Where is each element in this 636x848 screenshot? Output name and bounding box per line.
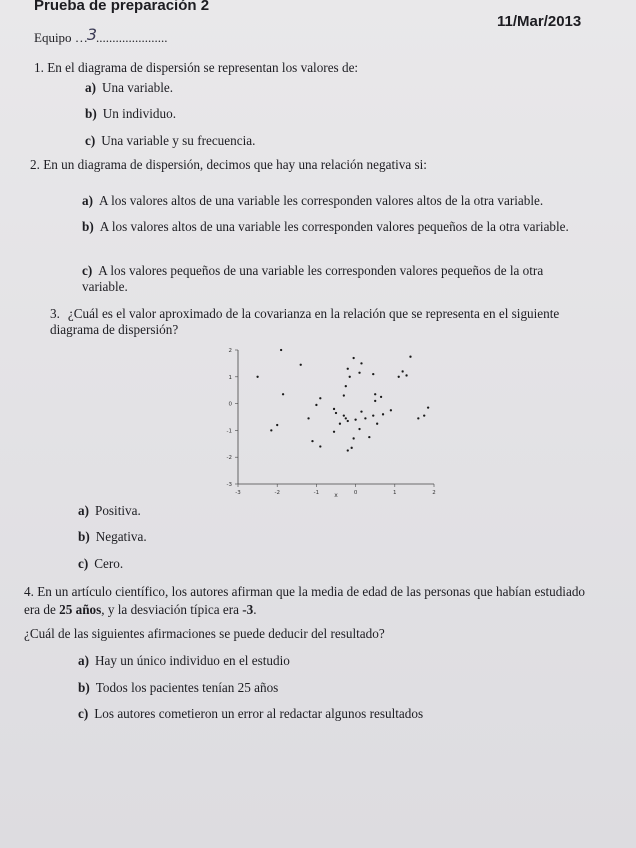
- data-point: [270, 429, 272, 431]
- option-text: Cero.: [94, 556, 124, 571]
- question-4: [24, 583, 589, 619]
- x-tick-label: -1: [313, 490, 320, 496]
- option-label: b): [82, 219, 94, 234]
- data-point: [368, 436, 370, 438]
- data-point: [333, 431, 335, 433]
- data-point: [256, 376, 258, 378]
- data-point: [405, 374, 407, 376]
- data-point: [319, 397, 321, 399]
- data-point: [372, 415, 374, 417]
- question-number: 4.: [24, 584, 34, 599]
- team-dots-before: …: [74, 30, 88, 45]
- data-point: [349, 376, 351, 378]
- data-point: [343, 415, 345, 417]
- option-text: Una variable y su frecuencia.: [101, 133, 256, 148]
- chart-points: [256, 349, 429, 452]
- question-text: ¿Cuál es el valor aproximado de la covarianza en la relación que se representa en el siguiente diagrama de dispersión?: [50, 306, 560, 337]
- page-title: Prueba de preparación 2: [34, 0, 210, 14]
- option-label: a): [78, 503, 89, 518]
- data-point: [345, 385, 347, 387]
- data-point: [374, 400, 376, 402]
- option-label: a): [82, 193, 93, 208]
- q2-option-c[interactable]: [82, 263, 590, 295]
- data-point: [319, 445, 321, 447]
- data-point: [374, 393, 376, 395]
- question-4-sub: ¿Cuál de las siguientes afirmaciones se puede deducir del resultado?: [24, 626, 385, 641]
- option-text: Hay un único individuo en el estudio: [95, 653, 290, 668]
- y-tick-label: -1: [226, 428, 232, 435]
- question-3: [50, 306, 570, 338]
- data-point: [347, 420, 349, 422]
- question-text: En un artículo científico, los autores afirman que la media de edad de las personas que habían estudiado era de: [24, 584, 586, 617]
- data-point: [347, 368, 349, 370]
- q2-option-b[interactable]: [82, 219, 577, 235]
- data-point: [376, 423, 378, 425]
- data-point: [333, 408, 335, 410]
- data-point: [380, 396, 382, 398]
- data-point: [307, 417, 309, 419]
- option-text: A los valores altos de una variable les corresponden valores altos de la otra variable.: [99, 193, 544, 208]
- x-tick-label: -2: [274, 490, 280, 496]
- option-label: b): [78, 680, 90, 695]
- q1-option-a[interactable]: [85, 80, 173, 96]
- data-point: [409, 356, 411, 358]
- option-text: A los valores pequeños de una variable les corresponden valores pequeños de la otra variable.: [82, 263, 544, 294]
- option-label: a): [78, 653, 89, 668]
- age-value: 25 años: [59, 602, 102, 617]
- q4-option-a[interactable]: [78, 653, 290, 669]
- y-tick-label: -3: [226, 482, 232, 488]
- data-point: [423, 415, 425, 417]
- option-text: Positiva.: [95, 503, 141, 518]
- data-point: [364, 417, 366, 419]
- q1-option-c[interactable]: [85, 133, 255, 149]
- team-value: 3: [86, 25, 97, 44]
- q4-option-b[interactable]: [78, 680, 278, 696]
- question-text: En un diagrama de dispersión, decimos que hay una relación negativa si:: [43, 157, 427, 172]
- option-label: a): [85, 80, 96, 95]
- question-2: [30, 157, 427, 173]
- q3-option-b[interactable]: [78, 529, 147, 545]
- option-label: c): [78, 556, 89, 571]
- data-point: [347, 449, 349, 451]
- data-point: [351, 447, 353, 449]
- data-point: [300, 364, 302, 366]
- data-point: [427, 406, 429, 408]
- data-point: [343, 394, 345, 396]
- data-point: [358, 428, 360, 430]
- option-label: c): [85, 133, 96, 148]
- question-number: 2.: [30, 157, 40, 172]
- data-point: [315, 404, 317, 406]
- question-text: En el diagrama de dispersión se representan los valores de:: [47, 60, 359, 75]
- x-tick-label: -3: [235, 490, 241, 496]
- data-point: [360, 410, 362, 412]
- option-text: Una variable.: [102, 80, 174, 95]
- x-tick-label: 1: [393, 490, 397, 496]
- x-axis-label: x: [334, 492, 338, 499]
- data-point: [352, 437, 354, 439]
- q1-option-b[interactable]: [85, 106, 176, 122]
- team-field: [34, 27, 168, 46]
- option-text: Todos los pacientes tenían 25 años: [95, 680, 279, 695]
- option-label: b): [78, 529, 90, 544]
- data-point: [401, 370, 403, 372]
- sd-value: -3: [242, 602, 254, 617]
- data-point: [354, 419, 356, 421]
- team-dots-after: ......................: [96, 30, 168, 45]
- data-point: [382, 413, 384, 415]
- y-tick-label: 2: [228, 348, 232, 354]
- data-point: [398, 376, 400, 378]
- q3-option-c[interactable]: [78, 556, 123, 572]
- data-point: [358, 372, 360, 374]
- question-text-mid: , y la desviación típica era: [101, 602, 239, 617]
- data-point: [360, 362, 362, 364]
- y-tick-label: 0: [228, 401, 232, 408]
- data-point: [372, 373, 374, 375]
- option-label: c): [78, 706, 89, 721]
- data-point: [339, 423, 341, 425]
- option-label: b): [85, 106, 97, 121]
- data-point: [311, 440, 313, 442]
- question-number: 1.: [34, 60, 44, 75]
- data-point: [276, 424, 278, 426]
- option-text: Un individuo.: [102, 106, 176, 121]
- data-point: [345, 417, 347, 419]
- date: 11/Mar/2013: [497, 13, 582, 30]
- chart-axes: [238, 350, 434, 484]
- option-text: Negativa.: [95, 529, 147, 544]
- question-number: 3.: [50, 306, 60, 321]
- data-point: [280, 349, 282, 351]
- option-text: Los autores cometieron un error al redactar algunos resultados: [94, 706, 424, 721]
- question-1: [34, 60, 358, 76]
- data-point: [390, 409, 392, 411]
- x-tick-label: 2: [432, 490, 436, 496]
- question-text-end: .: [253, 602, 257, 617]
- data-point: [417, 417, 419, 419]
- y-tick-label: 1: [228, 374, 232, 381]
- option-label: c): [82, 263, 93, 278]
- q2-option-a[interactable]: [82, 193, 543, 209]
- q4-option-c[interactable]: [78, 706, 423, 722]
- data-point: [352, 357, 354, 359]
- team-label: Equipo: [34, 30, 72, 45]
- data-point: [282, 393, 284, 395]
- scatter-chart: [222, 342, 444, 502]
- chart-ticks: [227, 348, 436, 496]
- q3-option-a[interactable]: [78, 503, 141, 519]
- data-point: [335, 412, 337, 414]
- y-tick-label: -2: [226, 455, 232, 462]
- option-text: A los valores altos de una variable les corresponden valores pequeños de la otra variable.: [99, 219, 569, 234]
- x-tick-label: 0: [353, 490, 358, 496]
